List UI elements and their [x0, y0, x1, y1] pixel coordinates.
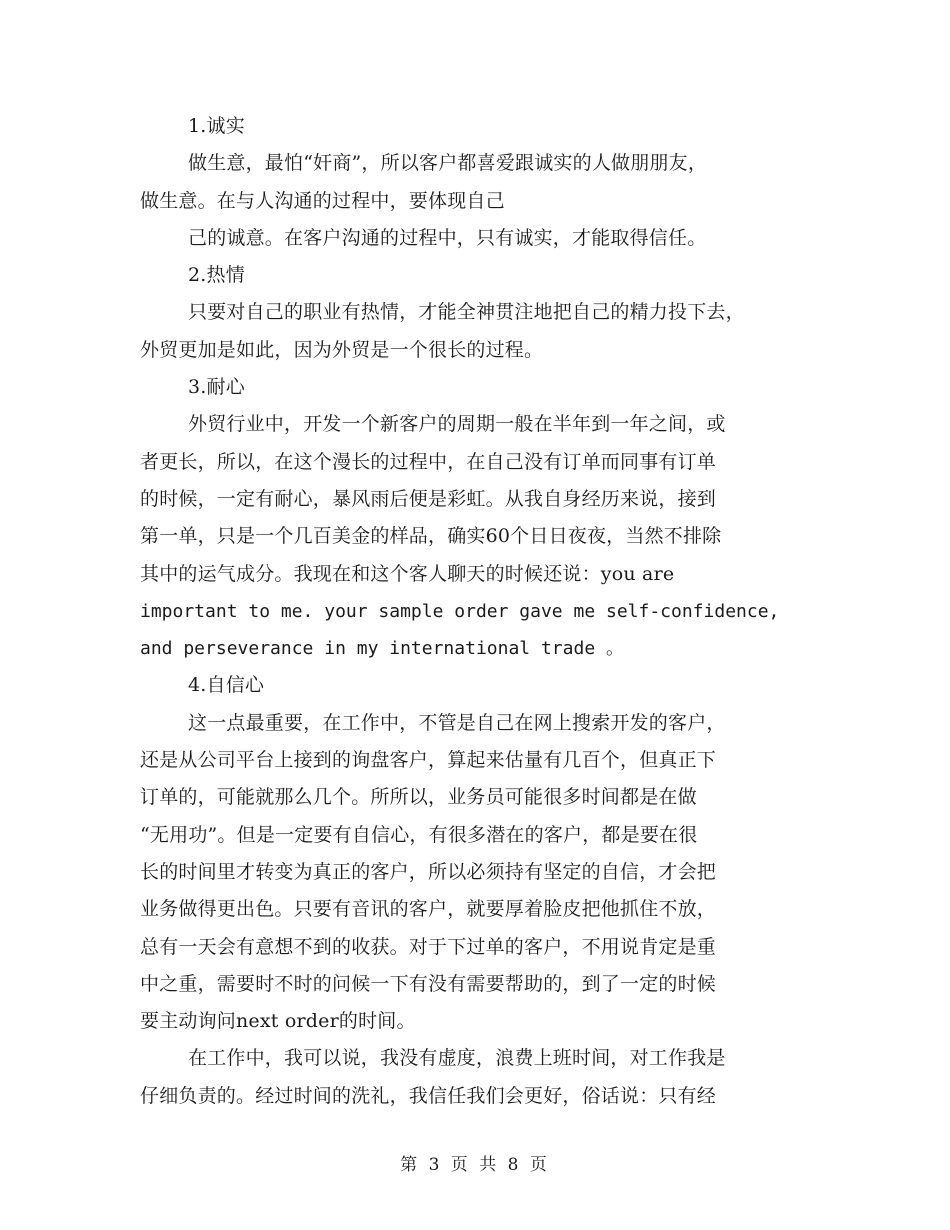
text-line: 订单的，可能就那么几个。所所以，业务员可能很多时间都是在做	[140, 786, 697, 809]
text-line: 1.诚实	[188, 115, 245, 137]
text-line: “无用功”。但是一定要有自信心，有很多潜在的客户，都是要在很	[140, 823, 698, 846]
text-line: 这一点最重要，在工作中，不管是自己在网上搜索开发的客户，	[188, 711, 726, 734]
text-line: 只要对自己的职业有热情，才能全神贯注地把自己的精力投下去，	[188, 301, 745, 324]
text-line: 在工作中，我可以说，我没有虚度，浪费上班时间，对工作我是	[188, 1047, 726, 1070]
text-line: 第一单，只是一个几百美金的样品，确实60个日日夜夜，当然不排除	[140, 525, 722, 548]
text-line: 做生意，最怕“奸商”，所以客户都喜爱跟诚实的人做朋朋友，	[188, 152, 708, 175]
text-line: 总有一天会有意想不到的收获。对于下过单的客户，不用说肯定是重	[140, 935, 717, 958]
text-line: 还是从公司平台上接到的询盘客户，算起来估量有几百个，但真正下	[140, 749, 717, 772]
text-line: 要主动询问next order的时间。	[140, 1010, 416, 1033]
text-line: 的时候，一定有耐心，暴风雨后便是彩虹。从我自身经历来说，接到	[140, 487, 717, 510]
page-footer: 第 3 页 共 8 页	[400, 1155, 550, 1175]
text-line: 2.热情	[188, 264, 245, 287]
document-body	[140, 108, 812, 1115]
text-line: 中之重，需要时不时的问候一下有没有需要帮助的，到了一定的时候	[140, 972, 717, 995]
text-line: 仔细负责的。经过时间的洗礼，我信任我们会更好，俗话说：只有经	[140, 1084, 717, 1107]
text-line: 做生意。在与人沟通的过程中，要体现自己	[140, 189, 505, 212]
text-line: 外贸更加是如此，因为外贸是一个很长的过程。	[140, 338, 544, 361]
text-line: 业务做得更出色。只要有音讯的客户，就要厚着脸皮把他抓住不放，	[140, 898, 717, 921]
text-line: 3.耐心	[188, 376, 245, 399]
text-line: 其中的运气成分。我现在和这个客人聊天的时候还说：you are	[140, 562, 675, 585]
text-line: 长的时间里才转变为真正的客户，所以必须持有坚定的自信，才会把	[140, 860, 717, 883]
text-line: and perseverance in my international trade 。	[140, 638, 624, 660]
text-line: important to me. your sample order gave me self-confidence,	[140, 600, 780, 622]
text-line: 外贸行业中，开发一个新客户的周期一般在半年到一年之间，或	[188, 413, 726, 436]
text-line: 者更长，所以，在这个漫长的过程中，在自己没有订单而同事有订单	[140, 450, 717, 473]
text-line: 己的诚意。在客户沟通的过程中，只有诚实，才能取得信任。	[188, 226, 707, 249]
text-line: 4.自信心	[188, 674, 265, 697]
